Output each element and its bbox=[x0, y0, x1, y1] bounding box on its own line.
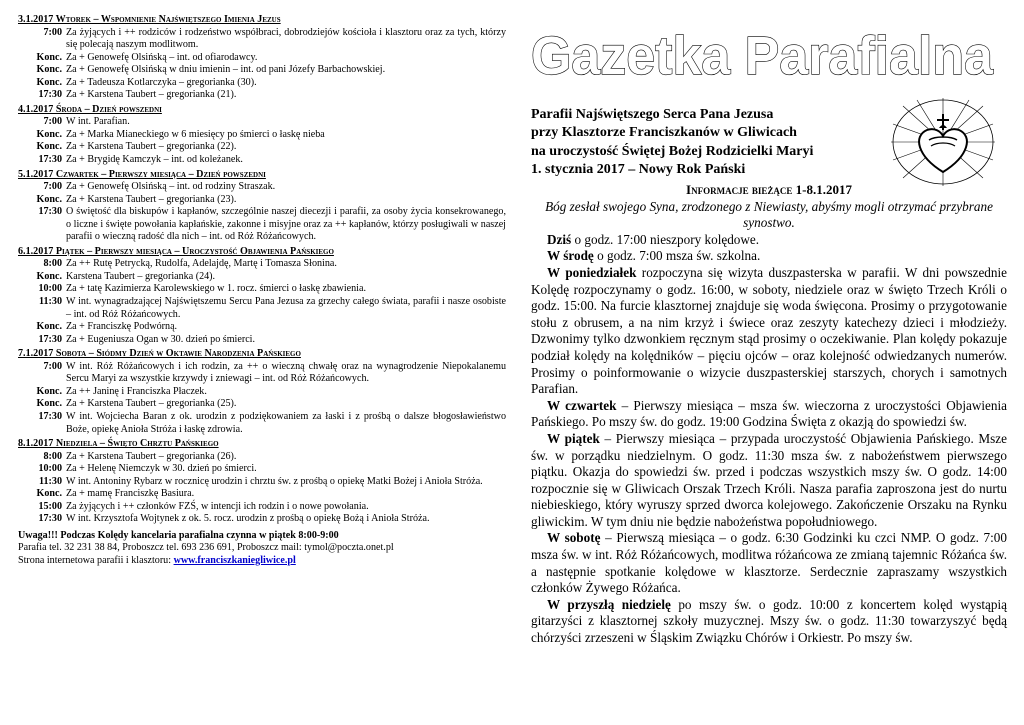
intention-time: Konc. bbox=[36, 51, 62, 63]
intention-text: Za + Genowefę Olsińską – int. od rodziny Straszak. bbox=[66, 181, 276, 193]
day-header: 6.1.2017 Piątek – Pierwszy miesiąca – Uroczystość Objawienia Pańskiego bbox=[18, 245, 334, 257]
intention-row bbox=[18, 116, 506, 129]
day-header: 4.1.2017 Środa – Dzień powszedni bbox=[18, 103, 162, 115]
day-header: 3.1.2017 Wtorek – Wspomnienie Najświętszego Imienia Jezus bbox=[18, 14, 281, 25]
announcement-text: po mszy św. o godz. 10:00 z koncertem kolęd wystąpią gitarzyści z klasztornej szkoły muzycznej. Mszy św. o godz. 11:30 towarzyszyć będą chórzyści zrzeszeni w Śląskim Związku Chórów i Orkiestr. Po mszy św. bbox=[531, 596, 1007, 646]
intention-text: Za ++ Rutę Petrycką, Rudolfa, Adelajdę, Martę i Tomasza Słonina. bbox=[66, 258, 337, 270]
intention-row bbox=[18, 488, 506, 501]
intention-text: O świętość dla biskupów i kapłanów, szczególnie naszej diecezji i parafii, za osoby życia konsekrowanego, o liczne i święte powołania kapłańskie, zakonne i misyjne oraz za ++ kapłanów, którzy posługiwali w naszej parafii o wieczną radość dla nich – int. od Róż Różańcowych. bbox=[66, 206, 506, 243]
announcement-paragraph bbox=[531, 398, 1007, 431]
intention-row bbox=[18, 321, 506, 334]
intention-time: 15:00 bbox=[38, 500, 62, 512]
intention-time: Konc. bbox=[36, 193, 62, 205]
footer bbox=[18, 530, 506, 568]
announcement-lead: W piątek bbox=[547, 430, 600, 446]
intention-text: W int. Krzysztofa Wojtynek z ok. 5. rocz. urodzin z prośbą o opiekę Bożą i Anioła Stróża. bbox=[66, 513, 430, 525]
intention-text: Za + Karstena Taubert – gregorianka (25). bbox=[66, 398, 237, 410]
bulletin-body bbox=[531, 182, 1007, 647]
announcement-paragraph bbox=[531, 431, 1007, 531]
intention-row bbox=[18, 451, 506, 464]
intention-text: W int. Parafian. bbox=[66, 116, 130, 128]
info-heading: Informacje bieżące 1-8.1.2017 bbox=[686, 182, 852, 197]
day-header: 8.1.2017 Niedziela – Święto Chrztu Pańskiego bbox=[18, 438, 219, 450]
intention-time: Konc. bbox=[36, 141, 62, 153]
intention-row bbox=[18, 334, 506, 347]
announcement-lead: W poniedziałek bbox=[547, 264, 637, 280]
office-hours-notice: Uwaga!!! Podczas Kolędy kancelaria parafialna czynna w piątek 8:00-9:00 bbox=[18, 529, 339, 541]
intention-row bbox=[18, 89, 506, 102]
intention-text: W int. Róż Różańcowych i ich rodzin, za ++ o wieczną chwałę oraz na wynagrodzenie Niepokalanemu Sercu Maryi za wszystkie krzywdy i zniewagi – int. od Róż Różańcowych. bbox=[66, 360, 506, 385]
intention-time: 17:30 bbox=[38, 154, 62, 166]
intention-time: Konc. bbox=[36, 270, 62, 282]
announcement-text: – Pierwszy miesiąca – przypada uroczystość Objawienia Pańskiego. Msze św. w porządku niedzielnym. O godz. 11:30 msza św. z nabożeństwem pierwszego piątku. Okazja do spowiedzi św. przed i podczas wszystkich mszy św. O godz. 14:00 rozpocznie się w Gliwicach Orszak Trzech Króli. Nasza parafia zaproszona jest do nurtu niebieskiego, który wyruszy sprzed dworca kolejowego. Zakończenie Orszaku na Rynku gliwickim. W tym dniu nie będzie nabożeństwa popołudniowego. bbox=[531, 430, 1007, 529]
parish-line: na uroczystość Świętej Bożej Rodzicielki Maryi bbox=[531, 143, 814, 159]
intention-time: 17:30 bbox=[38, 206, 62, 218]
announcement-paragraph bbox=[531, 265, 1007, 398]
day-header: 5.1.2017 Czwartek – Pierwszy miesiąca – Dzień powszedni bbox=[18, 168, 266, 180]
intention-text: Za + Karstena Taubert – gregorianka (26). bbox=[66, 450, 237, 462]
parish-info bbox=[531, 106, 871, 179]
announcement-paragraph bbox=[531, 530, 1007, 596]
intention-time: Konc. bbox=[36, 64, 62, 76]
website-label: Strona internetowa parafii i klasztoru: bbox=[18, 554, 174, 566]
masthead-title-text: Gazetka Parafialna bbox=[531, 26, 994, 86]
intention-text: Za + Karstena Taubert – gregorianka (21). bbox=[66, 89, 237, 101]
announcement-text: o godz. 7:00 msza św. szkolna. bbox=[593, 248, 761, 264]
parish-line: Parafii Najświętszego Serca Pana Jezusa bbox=[531, 107, 774, 122]
intention-time: 11:30 bbox=[39, 296, 62, 308]
intention-row bbox=[18, 181, 506, 194]
intention-text: Za ++ Janinę i Franciszka Płaczek. bbox=[66, 385, 207, 397]
intention-time: 7:00 bbox=[43, 360, 62, 372]
intention-text: Za + Eugeniusza Ogan w 30. dzień po śmierci. bbox=[66, 333, 256, 345]
website-line bbox=[18, 555, 506, 568]
intention-row bbox=[18, 463, 506, 476]
intention-time: 17:30 bbox=[38, 333, 62, 345]
announcements bbox=[531, 232, 1007, 647]
intention-text: Za + Marka Mianeckiego w 6 miesięcy po śmierci o łaskę nieba bbox=[66, 128, 325, 140]
parish-line: 1. stycznia 2017 – Nowy Rok Pański bbox=[531, 161, 746, 177]
intention-row bbox=[18, 501, 506, 514]
motto: Bóg zesłał swojego Syna, zrodzonego z Niewiasty, abyśmy mogli otrzymać przybrane synostwo. bbox=[545, 198, 993, 231]
intention-row bbox=[18, 411, 506, 436]
intention-text: Za żyjących i ++ rodziców i rodzeństwo współbraci, dobrodziejów kościoła i klasztoru oraz za tych, którzy się polecają naszym modlitwom. bbox=[66, 26, 506, 51]
intention-text: Za + Genowefę Olsińską w dniu imienin – int. od pani Józefy Barbachowskiej. bbox=[66, 64, 386, 76]
announcement-paragraph bbox=[531, 248, 1007, 265]
contact-info: Parafia tel. 32 231 38 84, Proboszcz tel. 693 236 691, Proboszcz mail: tymol@poczta.onet.pl bbox=[18, 542, 394, 554]
sacred-heart-emblem bbox=[887, 96, 999, 193]
intention-time: 17:30 bbox=[38, 410, 62, 422]
intention-row bbox=[18, 52, 506, 65]
intention-text: W int. Antoniny Rybarz w rocznicę urodzin i chrztu św. z prośbą o opiekę Matki Bożej i Anioła Stróża. bbox=[66, 475, 483, 487]
intention-text: Za + Brygidę Kamczyk – int. od koleżanek. bbox=[66, 154, 243, 166]
intention-row bbox=[18, 141, 506, 154]
intention-time: 8:00 bbox=[43, 258, 62, 270]
intention-text: Za + Karstena Taubert – gregorianka (22). bbox=[66, 141, 237, 153]
intention-time: Konc. bbox=[36, 128, 62, 140]
intention-row bbox=[18, 513, 506, 526]
intention-row bbox=[18, 194, 506, 207]
intention-row bbox=[18, 476, 506, 489]
announcement-paragraph bbox=[531, 232, 1007, 249]
intention-text: Za + Tadeusza Kotlarczyka – gregorianka (30). bbox=[66, 76, 257, 88]
intention-time: 17:30 bbox=[38, 89, 62, 101]
intention-time: 8:00 bbox=[43, 450, 62, 462]
announcement-lead: W środę bbox=[547, 248, 594, 264]
intention-time: 7:00 bbox=[43, 116, 62, 128]
intention-text: Za żyjących i ++ członków FZŚ, w intencji ich rodzin i o nowe powołania. bbox=[66, 500, 369, 512]
intention-row bbox=[18, 283, 506, 296]
announcement-text: o godz. 17:00 nieszpory kolędowe. bbox=[571, 231, 760, 247]
intention-time: 7:00 bbox=[43, 26, 62, 38]
intention-time: 10:00 bbox=[38, 283, 62, 295]
intention-time: 17:30 bbox=[38, 513, 62, 525]
intention-text: Za + mamę Franciszkę Basiura. bbox=[66, 488, 195, 500]
intention-text: Karstena Taubert – gregorianka (24). bbox=[66, 270, 216, 282]
intention-row bbox=[18, 129, 506, 142]
announcement-text: – Pierwszy miesiąca – msza św. wieczorna z uroczystości Objawienia Pańskiego. Po mszy św. do godz. 19:00 Godzina Święta z okazją do spowiedzi św. bbox=[531, 397, 1007, 430]
intention-row bbox=[18, 386, 506, 399]
website-link[interactable]: www.franciszkaniegliwice.pl bbox=[173, 554, 296, 566]
intention-text: W int. wynagradzającej Najświętszemu Sercu Pana Jezusa za grzechy całego świata, parafii i nasze osobiste – int. od Róż Różańcowych. bbox=[66, 296, 506, 320]
intention-row bbox=[18, 296, 506, 321]
intention-text: Za + Franciszkę Podwórną. bbox=[66, 321, 178, 333]
parish-line: przy Klasztorze Franciszkanów w Gliwicach bbox=[531, 125, 797, 141]
intention-time: Konc. bbox=[36, 385, 62, 397]
intention-row bbox=[18, 206, 506, 244]
intention-time: 10:00 bbox=[38, 463, 62, 475]
announcement-text: – Pierwszą miesiąca – o godz. 6:30 Godzinki ku czci NMP. O godz. 7:00 msza św. w int. Róż Różańcowych, modlitwa różańcowa ze zmianą tajemnic Różańca św. a następnie spotkanie kolędowe w klasztorze. Serdecznie zapraszamy wszystkich członków Żywego Różańca. bbox=[531, 530, 1007, 596]
sacred-heart-icon bbox=[887, 96, 999, 188]
announcement-text: rozpoczyna się wizyta duszpasterska w parafii. W dni powszednie Kolędę rozpoczynamy o godz. 16:00, w soboty, niedziele oraz w święto Trzech Króli o godz. 15:00. Na furcie klasztornej znajduje się woda święcona. Prosimy o przygotowanie stołu z obrusem, a na nim krzyż i świece oraz zeszyty katechezy dzieci i młodzieży. Dzwonimy tylko dzwonkiem ręcznym stąd prosimy o oczekiwanie. Plan kolędy pokazuje podział kolędy na kolędników – pięciu ojców – oraz kolejność odwiedzanych numerów. Prosimy o poinformowanie o wizycie duszpasterskiej starszych, chorych i samotnych Parafian. bbox=[531, 264, 1008, 397]
intention-row bbox=[18, 154, 506, 167]
intention-row bbox=[18, 361, 506, 386]
day-header: 7.1.2017 Sobota – Siódmy Dzień w Oktawie Narodzenia Pańskiego bbox=[18, 348, 301, 360]
intention-time: Konc. bbox=[36, 76, 62, 88]
intention-row bbox=[18, 27, 506, 52]
intention-row bbox=[18, 258, 506, 271]
intention-time: Konc. bbox=[36, 321, 62, 333]
mass-intentions-column bbox=[18, 14, 506, 568]
intention-text: Za + Helenę Niemczyk w 30. dzień po śmierci. bbox=[66, 463, 257, 475]
intention-row bbox=[18, 398, 506, 411]
intention-text: Za + Karstena Taubert – gregorianka (23). bbox=[66, 193, 237, 205]
intention-text: W int. Wojciecha Baran z ok. urodzin z podziękowaniem za łaski i z prośbą o dalsze błogosławieństwo Boże, opiekę Anioła Stróża i łaskę zdrowia. bbox=[66, 410, 506, 435]
intention-time: 7:00 bbox=[43, 181, 62, 193]
announcement-paragraph bbox=[531, 597, 1007, 647]
intention-time: Konc. bbox=[36, 398, 62, 410]
masthead-title bbox=[531, 12, 1007, 92]
bulletin-main-column bbox=[531, 12, 1008, 646]
announcement-lead: W przyszłą niedzielę bbox=[547, 596, 671, 612]
announcement-lead: W czwartek bbox=[547, 397, 617, 413]
intention-row bbox=[18, 64, 506, 77]
intention-row bbox=[18, 77, 506, 90]
intention-time: Konc. bbox=[36, 488, 62, 500]
intention-time: 11:30 bbox=[39, 475, 62, 487]
masthead bbox=[531, 12, 1007, 92]
announcement-lead: W sobotę bbox=[547, 530, 601, 546]
intention-text: Za + Genowefę Olsińską – int. od ofiarodawcy. bbox=[66, 51, 258, 63]
intention-row bbox=[18, 271, 506, 284]
announcement-lead: Dziś bbox=[547, 231, 572, 247]
intention-text: Za + tatę Kazimierza Karolewskiego w 1. rocz. śmierci o łaskę zbawienia. bbox=[66, 283, 366, 295]
